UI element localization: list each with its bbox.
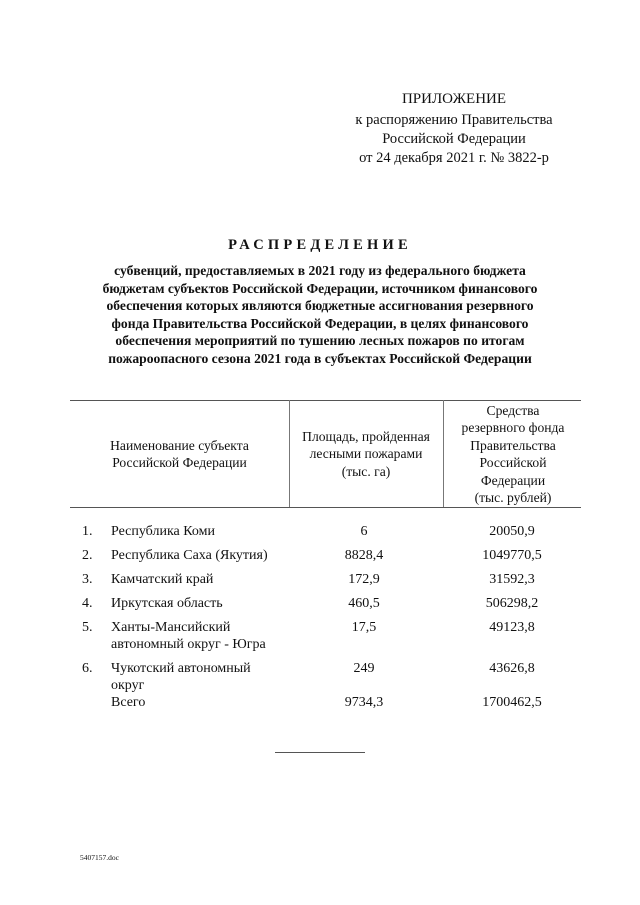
column-header-area: Площадь, пройденная лесными пожарами (тыс. га) — [302, 429, 430, 479]
row-subject: Ханты-Мансийский автономный округ - Югра — [111, 620, 266, 652]
column-header-funds: Средства резервного фонда Правительства Российской Федерации (тыс. рублей) — [461, 403, 565, 506]
subtitle-line: фонда Правительства Российской Федерации, в целях финансового — [111, 315, 529, 331]
row-number: 6. — [82, 661, 93, 676]
appendix-title: ПРИЛОЖЕНИЕ — [401, 91, 507, 107]
row-area: 6 — [360, 524, 368, 539]
appendix-line-3: от 24 декабря 2021 г. № 3822-р — [359, 150, 549, 166]
table-column-divider — [289, 400, 290, 507]
closing-rule — [275, 752, 365, 753]
document-subtitle — [68, 262, 572, 368]
row-funds: 20050,9 — [489, 524, 535, 539]
row-subject: Республика Коми — [111, 524, 215, 539]
subtitle-line: пожароопасного сезона 2021 года в субъектах Российской Федерации — [108, 350, 532, 366]
subtitle-line: бюджетам субъектов Российской Федерации, источником финансового — [102, 280, 538, 296]
row-number: 5. — [82, 620, 93, 635]
row-subject: Камчатский край — [111, 572, 214, 587]
row-area: 460,5 — [348, 596, 380, 611]
document-title: РАСПРЕДЕЛЕНИЕ — [228, 237, 412, 253]
table-column-divider — [443, 400, 444, 507]
row-funds: 506298,2 — [485, 596, 539, 611]
row-funds: 31592,3 — [489, 572, 535, 587]
table-header-bottom-rule — [70, 507, 581, 508]
row-number: 1. — [82, 524, 93, 539]
appendix-line-2: Российской Федерации — [382, 131, 526, 147]
row-area: 8828,4 — [344, 548, 384, 563]
table-top-rule — [70, 400, 581, 401]
row-area: 17,5 — [351, 620, 377, 635]
subtitle-line: обеспечения которых являются бюджетные ассигнования резервного — [106, 298, 534, 314]
column-header-name: Наименование субъекта Российской Федерации — [110, 438, 249, 471]
total-area: 9734,3 — [344, 695, 384, 710]
document-file-id: 5407157.doc — [80, 853, 119, 862]
subtitle-line: обеспечения мероприятий по тушению лесных пожаров по итогам — [115, 333, 525, 349]
row-area: 249 — [353, 661, 375, 676]
subtitle-line: субвенций, предоставляемых в 2021 году из федерального бюджета — [114, 263, 526, 278]
row-subject: Иркутская область — [111, 596, 223, 611]
row-funds: 43626,8 — [489, 661, 535, 676]
row-subject: Республика Саха (Якутия) — [111, 548, 268, 563]
row-funds: 49123,8 — [489, 620, 535, 635]
row-number: 3. — [82, 572, 93, 587]
total-funds: 1700462,5 — [482, 695, 542, 710]
appendix-line-1: к распоряжению Правительства — [355, 112, 553, 128]
row-subject: Чукотский автономный округ — [111, 661, 251, 693]
row-funds: 1049770,5 — [482, 548, 542, 563]
row-area: 172,9 — [348, 572, 380, 587]
appendix-header — [330, 90, 578, 168]
row-number: 2. — [82, 548, 93, 563]
total-label: Всего — [111, 695, 146, 710]
row-number: 4. — [82, 596, 93, 611]
